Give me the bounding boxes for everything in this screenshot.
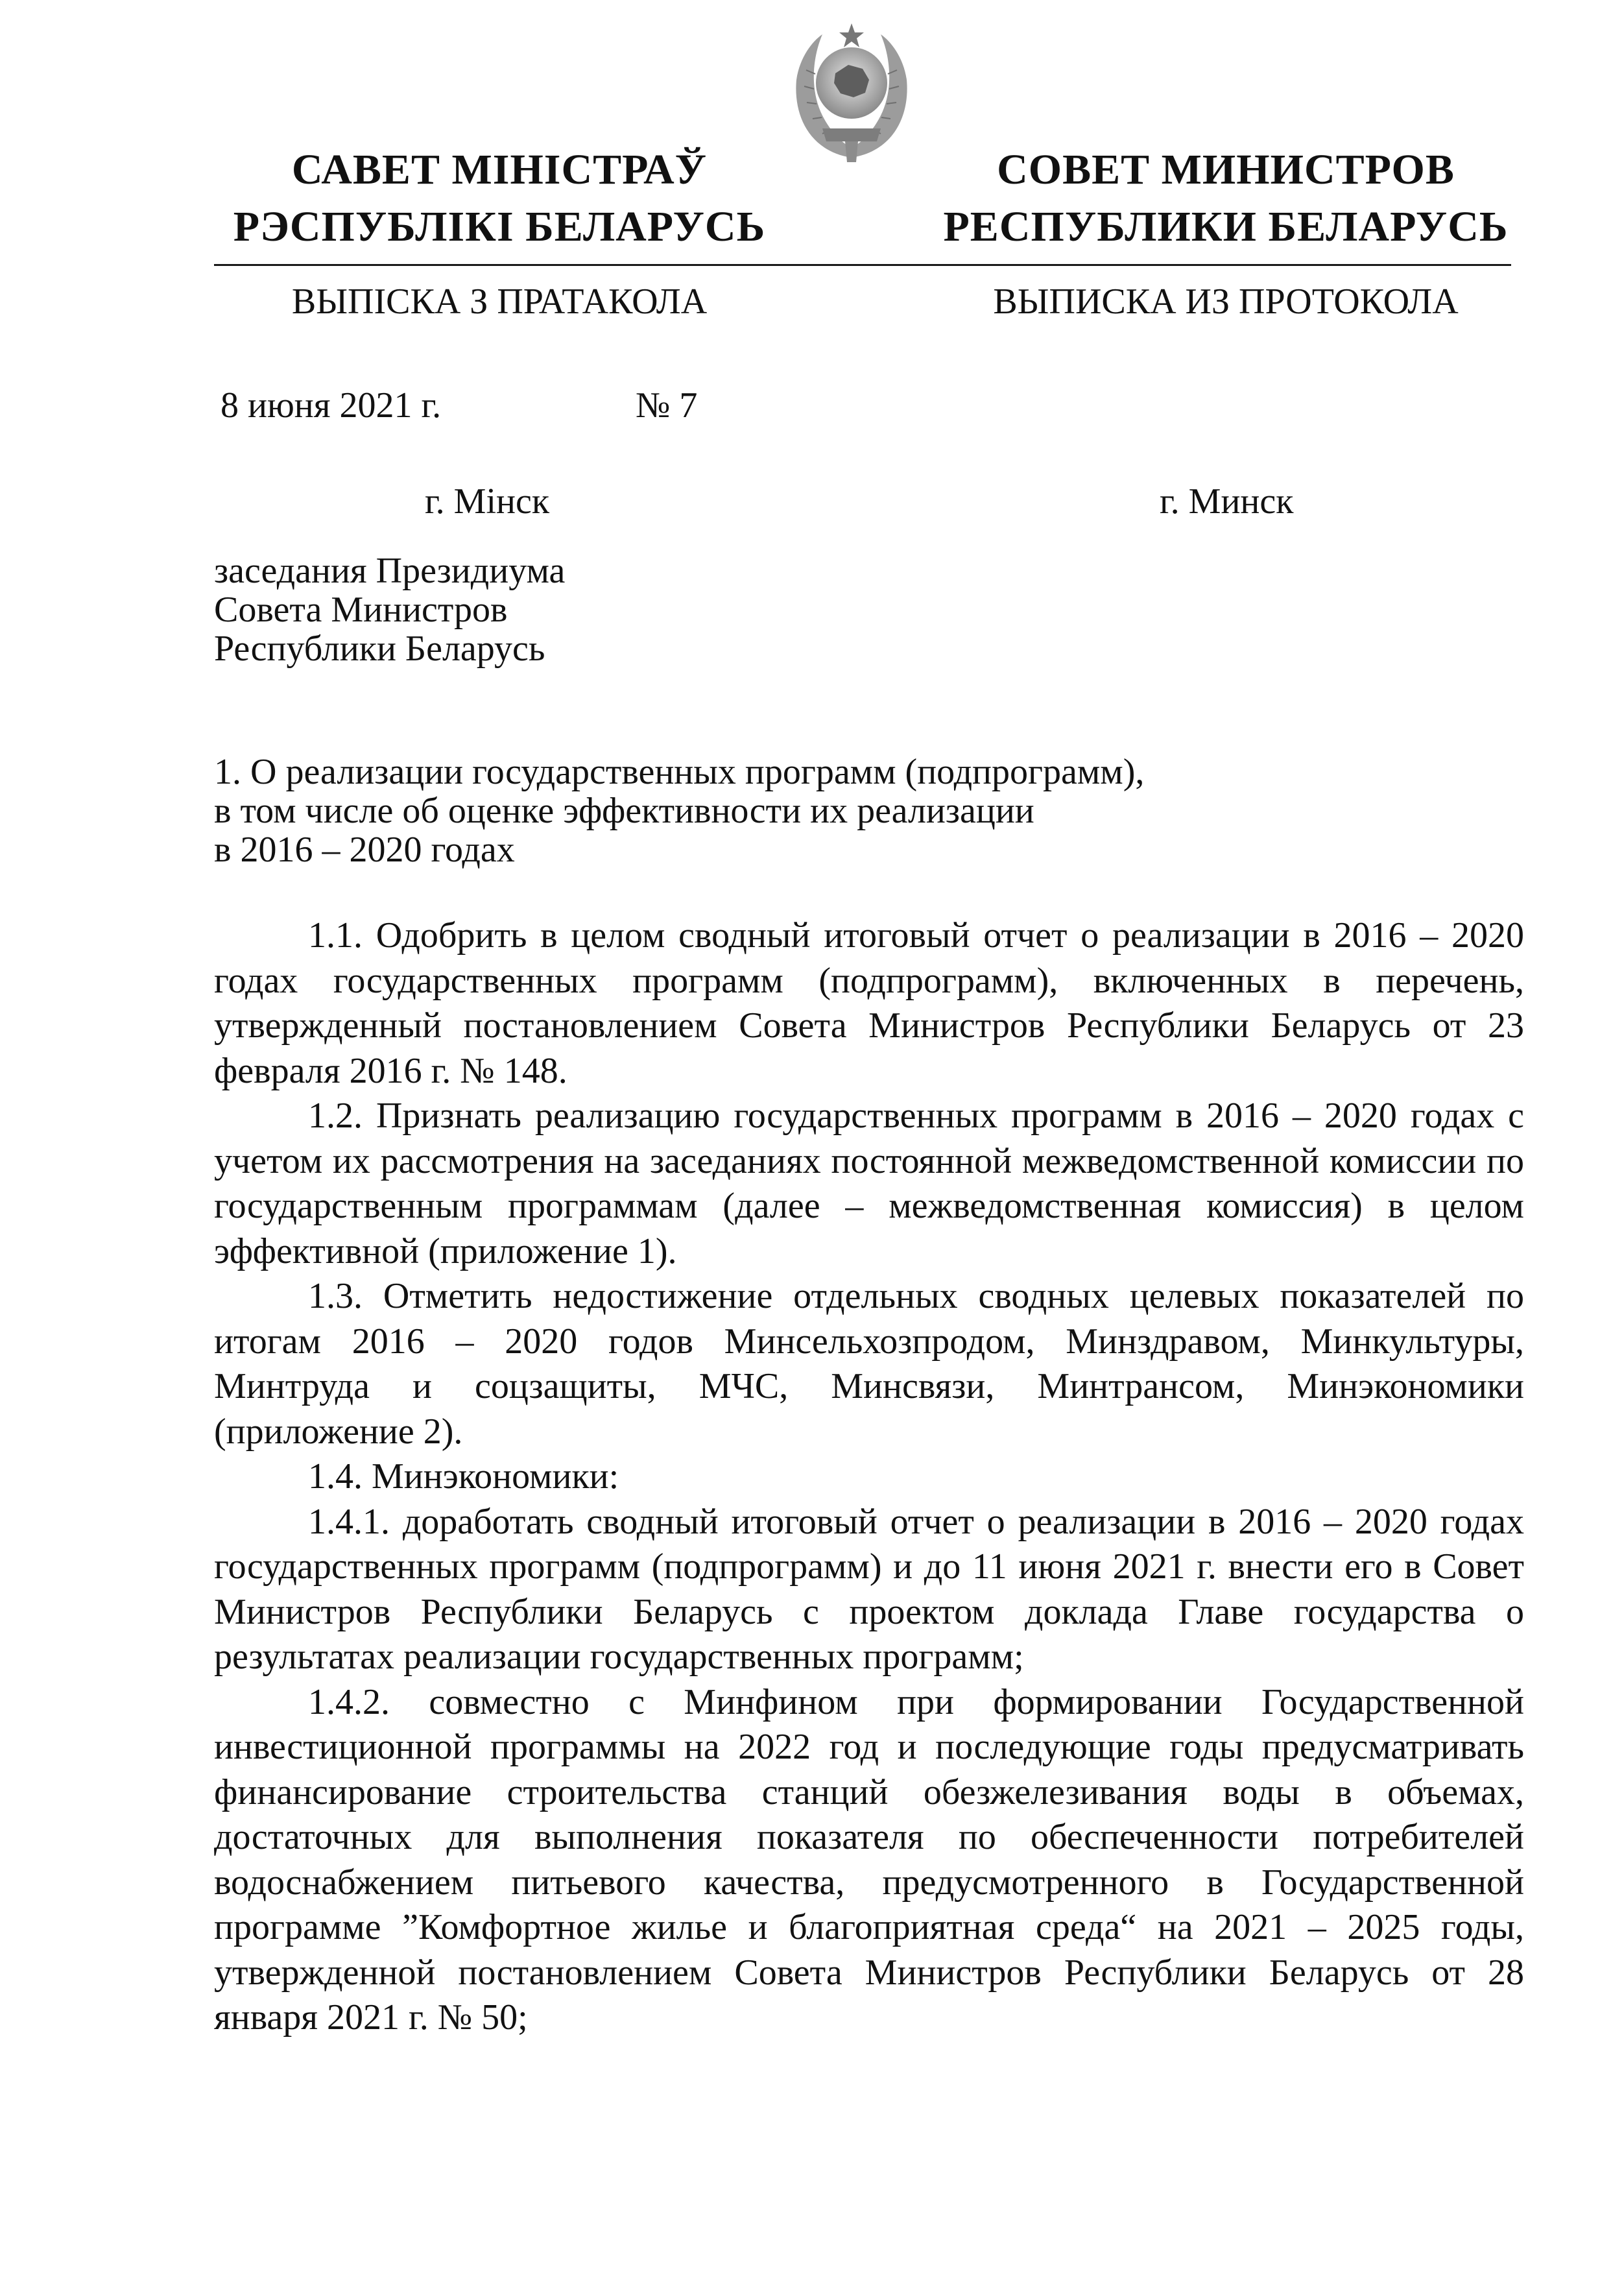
- protocol-date: 8 июня 2021 г.: [221, 385, 442, 426]
- topic-line: 1. О реализации государственных программ (подпрограмм),: [214, 752, 1145, 792]
- header-title-by: [195, 141, 804, 256]
- header-title-by-line2: РЭСПУБЛІКІ БЕЛАРУСЬ: [233, 203, 766, 250]
- paragraph-1-2: 1.2. Признать реализацию государственных программ в 2016 – 2020 годах с учетом их рассмотрения на заседаниях постоянной межведомственной комиссии по государственным программам (далее – межведомственная комиссия) в целом эффективной (приложение 1).: [214, 1096, 1524, 1271]
- paragraph-1-4-2: 1.4.2. совместно с Минфином при формировании Государственной инвестиционной программы на 2022 год и последующие годы предусматривать финансирование строительства станций обезжелезивания воды в объемах, достаточных для выполнения показателя по обеспеченности потребителей водоснабжением питьевого качества, предусмотренного в Государственной программе ”Комфортное жилье и благоприятная среда“ на 2021 – 2025 годы, утвержденной постановлением Совета Министров Республики Беларусь от 28 января 2021 г. № 50;: [214, 1681, 1524, 2038]
- protocol-number: № 7: [636, 385, 698, 426]
- session-line: заседания Президиума: [214, 551, 566, 591]
- city-ru: г. Минск: [1160, 481, 1294, 522]
- header-subtitle-by: ВЫПІСКА З ПРАТАКОЛА: [291, 282, 708, 322]
- city-by: г. Мінск: [425, 481, 550, 522]
- session-caption: [214, 551, 565, 668]
- agenda-topic: [214, 752, 1187, 869]
- document-body: [214, 913, 1524, 2041]
- header-title-by-line1: САВЕТ МІНІСТРАЎ: [291, 146, 708, 193]
- session-line: Республики Беларусь: [214, 629, 545, 669]
- paragraph-1-3: 1.3. Отметить недостижение отдельных сводных целевых показателей по итогам 2016 – 2020 годов Минсельхозпродом, Минздравом, Минкультуры, Минтруда и соцзащиты, МЧС, Минсвязи, Минтрансом, Минэкономики (приложение 2).: [214, 1276, 1524, 1452]
- session-line: Совета Министров: [214, 590, 508, 630]
- topic-line: в 2016 – 2020 годах: [214, 830, 515, 870]
- header-title-ru-line2: РЕСПУБЛИКИ БЕЛАРУСЬ: [943, 203, 1509, 250]
- topic-line: в том числе об оценке эффективности их реализации: [214, 791, 1034, 831]
- header-title-ru: [902, 141, 1550, 256]
- header-divider: [214, 264, 1511, 266]
- paragraph-1-4-1: 1.4.1. доработать сводный итоговый отчет о реализации в 2016 – 2020 годах государственных программ (подпрограмм) и до 11 июня 2021 г. внести его в Совет Министров Республики Беларусь с проектом доклада Главе государства о результатах реализации государственных программ;: [214, 1501, 1524, 1677]
- header-title-ru-line1: СОВЕТ МИНИСТРОВ: [997, 146, 1455, 193]
- paragraph-1-1: 1.1. Одобрить в целом сводный итоговый отчет о реализации в 2016 – 2020 годах государственных программ (подпрограмм), включенных в перечень, утвержденный постановлением Совета Министров Республики Беларусь от 23 февраля 2016 г. № 148.: [214, 915, 1524, 1091]
- header-subtitle-ru: ВЫПИСКА ИЗ ПРОТОКОЛА: [993, 282, 1459, 322]
- paragraph-1-4: 1.4. Минэкономики:: [308, 1456, 619, 1497]
